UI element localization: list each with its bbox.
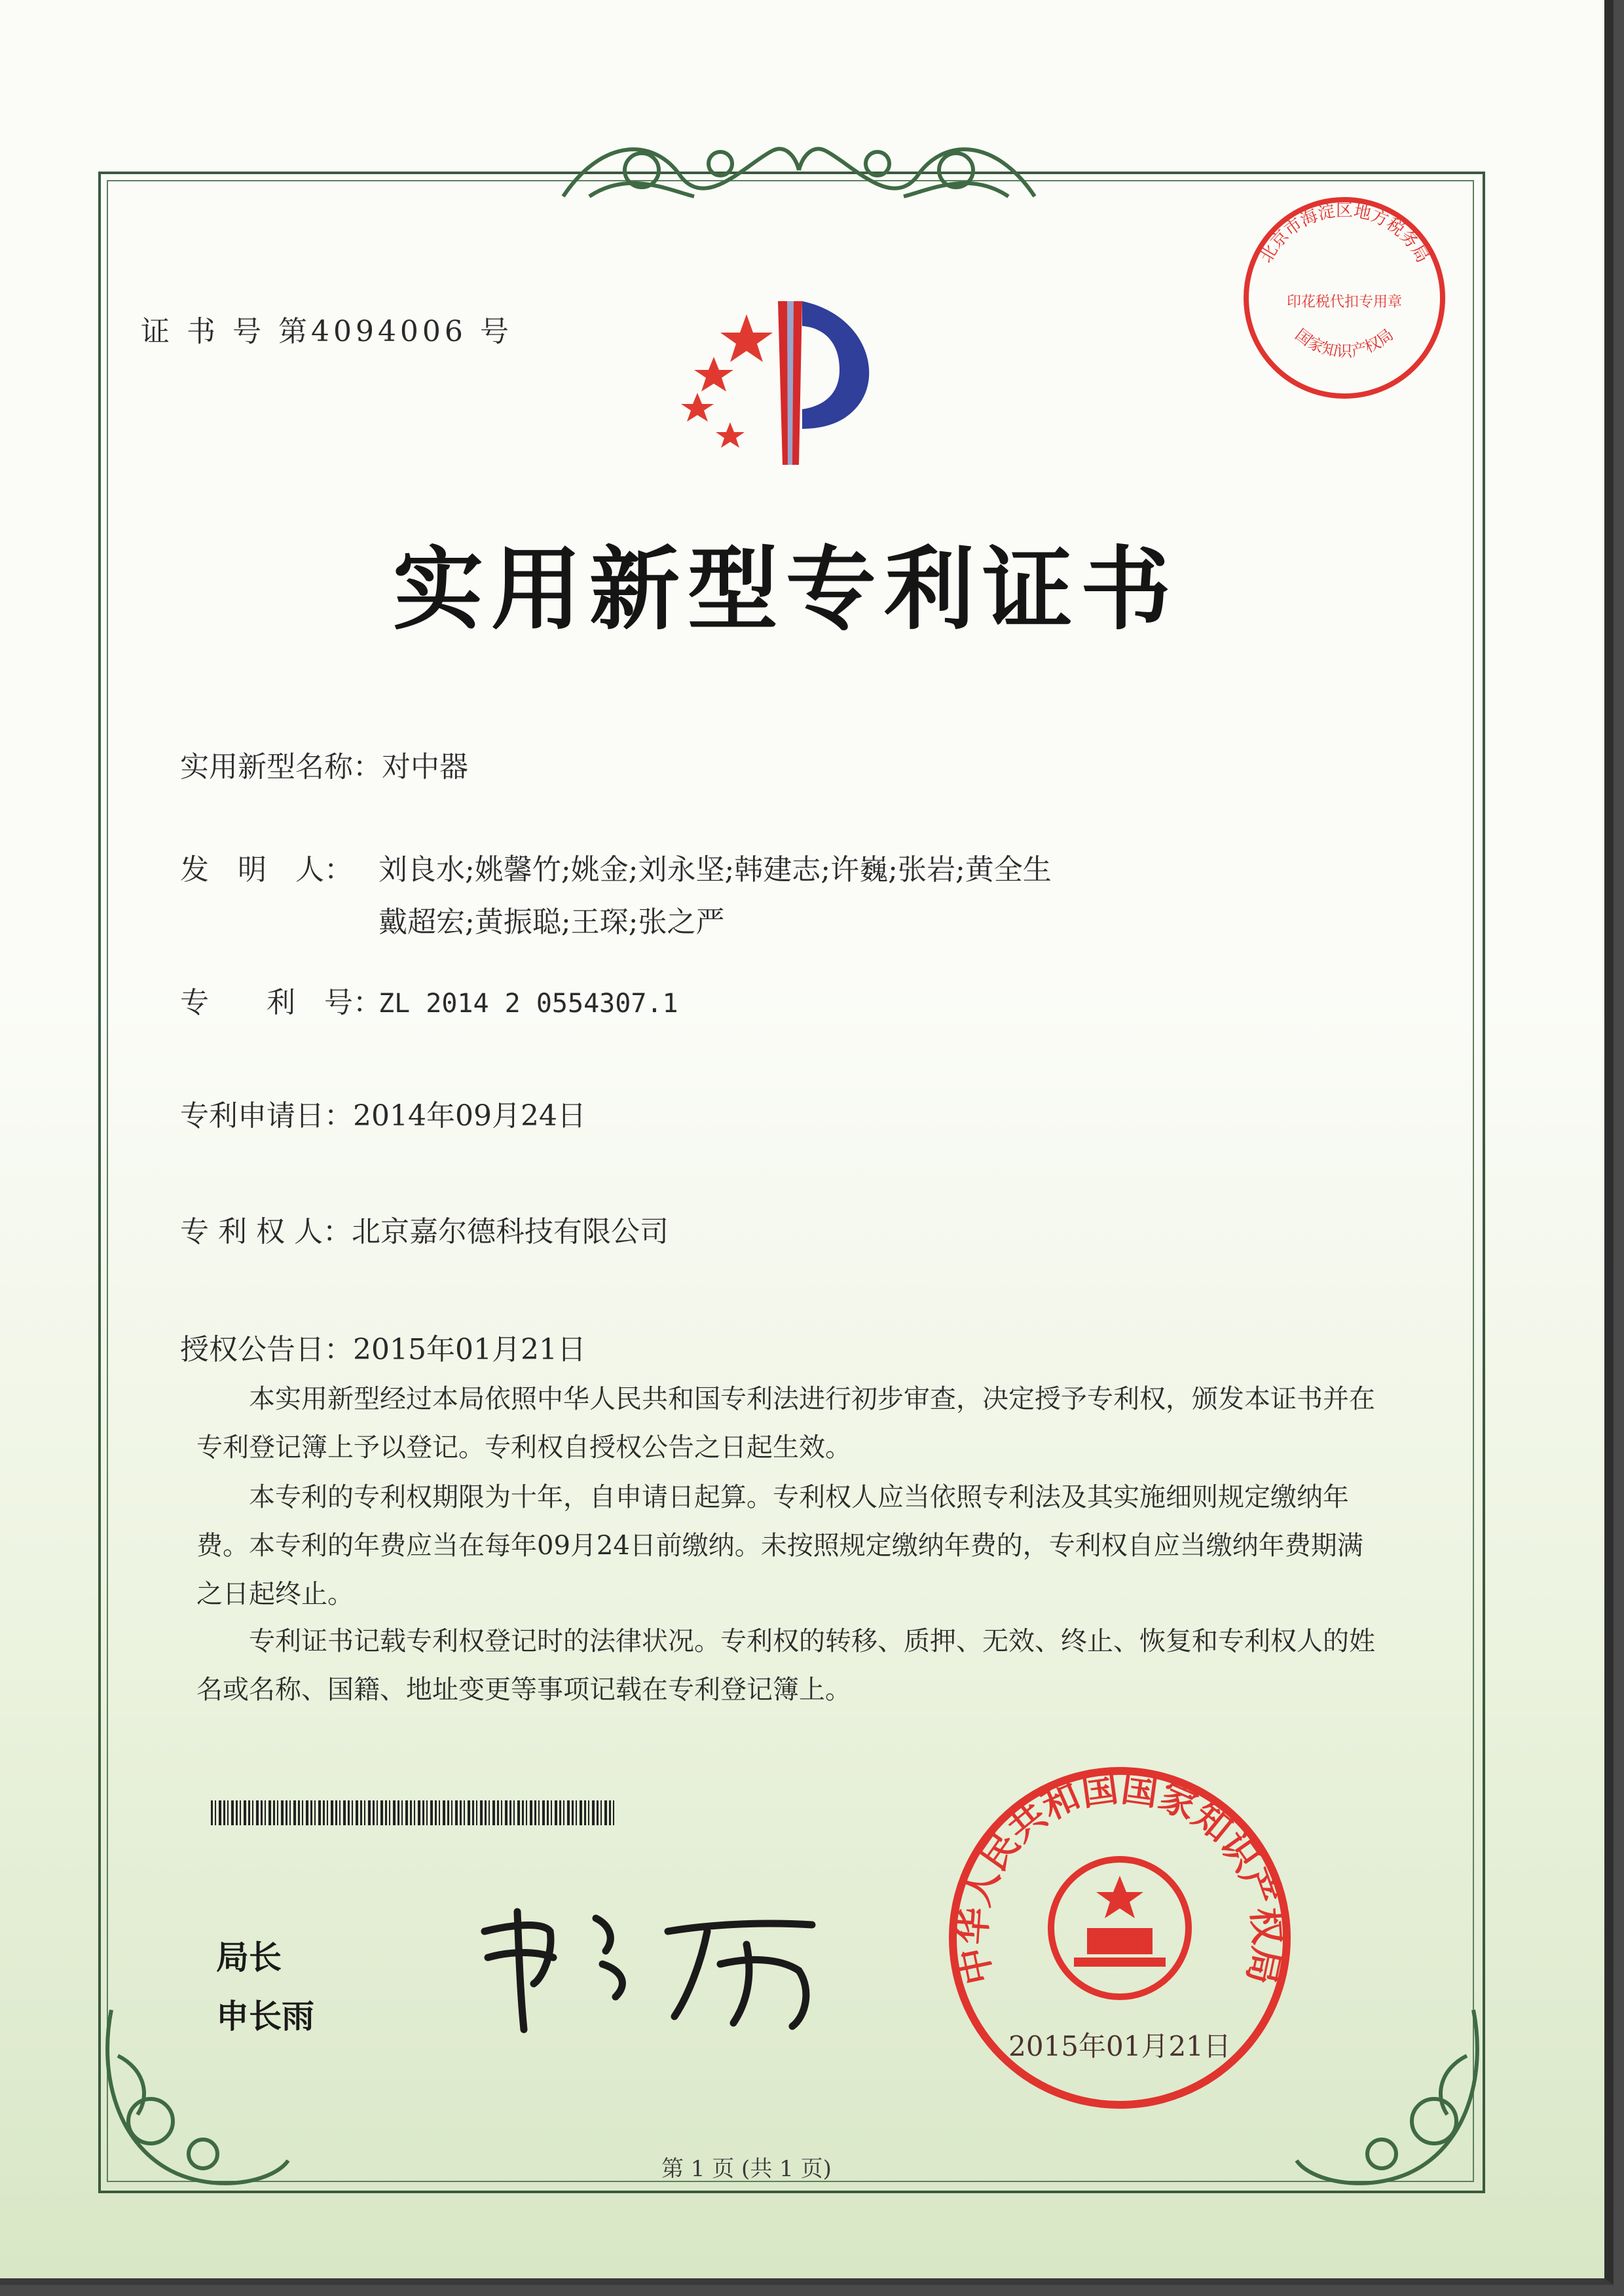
- svg-text:北京市海淀区地方税务局: [1257, 201, 1433, 266]
- office-seal-icon: [943, 1761, 1297, 2115]
- tax-stamp-icon: [1236, 190, 1452, 406]
- utility-model-name-label: 实用新型名称：: [180, 750, 382, 784]
- tax-stamp-ring-text: 北京市海淀区地方税务局: [1256, 201, 1433, 266]
- director-name: 申长雨: [216, 1997, 314, 2035]
- utility-model-name-value: 对中器: [382, 750, 468, 784]
- patent-number-label: 专 利 号：: [180, 986, 382, 1019]
- handwritten-signature-icon: [471, 1886, 838, 2043]
- top-ornament-icon: [550, 124, 1048, 210]
- body-paragraph-3: 专利证书记载专利权登记时的法律状况。专利权的转移、质押、无效、终止、恢复和专利权人的姓名或名称、国籍、地址变更等事项记载在专利登记簿上。: [196, 1626, 1375, 1705]
- patentee-label: 专 利 权 人：: [180, 1215, 352, 1248]
- grant-date-row: [180, 1326, 586, 1368]
- filing-date-row: [180, 1092, 586, 1134]
- svg-text:国家知识产权局: [1292, 325, 1397, 361]
- tax-stamp-bottom-text: 国家知识产权局: [1291, 325, 1397, 361]
- office-seal-ring-text: 中华人民共和国国家知识产权局: [951, 1767, 1289, 1988]
- certificate-number: 证 书 号 第4094006 号: [141, 315, 513, 348]
- patentee-row: [180, 1208, 669, 1250]
- patent-office-logo-icon: [668, 275, 923, 484]
- body-paragraph-2: 本专利的专利权期限为十年，自申请日起算。专利权人应当依照专利法及其实施细则规定缴纳年费。本专利的年费应当在每年09月24日前缴纳。未按照规定缴纳年费的，专利权自应当缴纳年费期满之日起终止。: [196, 1482, 1363, 1609]
- document-title: 实用新型专利证书: [393, 537, 1179, 642]
- filing-date-label: 专利申请日：: [180, 1099, 353, 1133]
- patentee-value: 北京嘉尔德科技有限公司: [351, 1215, 669, 1248]
- page-number: 第 1 页 (共 1 页): [661, 2156, 832, 2182]
- inventors-line-2: 戴超宏;黄振聪;王琛;张之严: [378, 905, 725, 939]
- grant-date-label: 授权公告日：: [180, 1333, 353, 1366]
- office-seal-date: 2015年01月21日: [1008, 2030, 1231, 2062]
- inventors-line-1: 刘良水;姚馨竹;姚金;刘永坚;韩建志;许巍;张岩;黄全生: [378, 853, 1052, 886]
- filing-date-value: 2014年09月24日: [353, 1099, 586, 1133]
- patent-number-row: [180, 979, 678, 1021]
- inventor-label: 发 明 人：: [180, 853, 353, 886]
- grant-date-value: 2015年01月21日: [353, 1333, 586, 1366]
- body-paragraph-1: 本实用新型经过本局依照中华人民共和国专利法进行初步审查，决定授予专利权，颁发本证书并在专利登记簿上予以登记。专利权自授权公告之日起生效。: [196, 1384, 1375, 1463]
- bottom-right-ornament-icon: [1283, 1997, 1493, 2193]
- utility-model-name-row: [180, 743, 468, 785]
- barcode-icon: [211, 1800, 617, 1825]
- inventor-row: [180, 846, 1052, 888]
- patent-number-value: ZL 2014 2 0554307.1: [378, 989, 678, 1019]
- director-title: 局长: [216, 1939, 282, 1977]
- tax-stamp-center-text: 印花税代扣专用章: [1286, 294, 1403, 310]
